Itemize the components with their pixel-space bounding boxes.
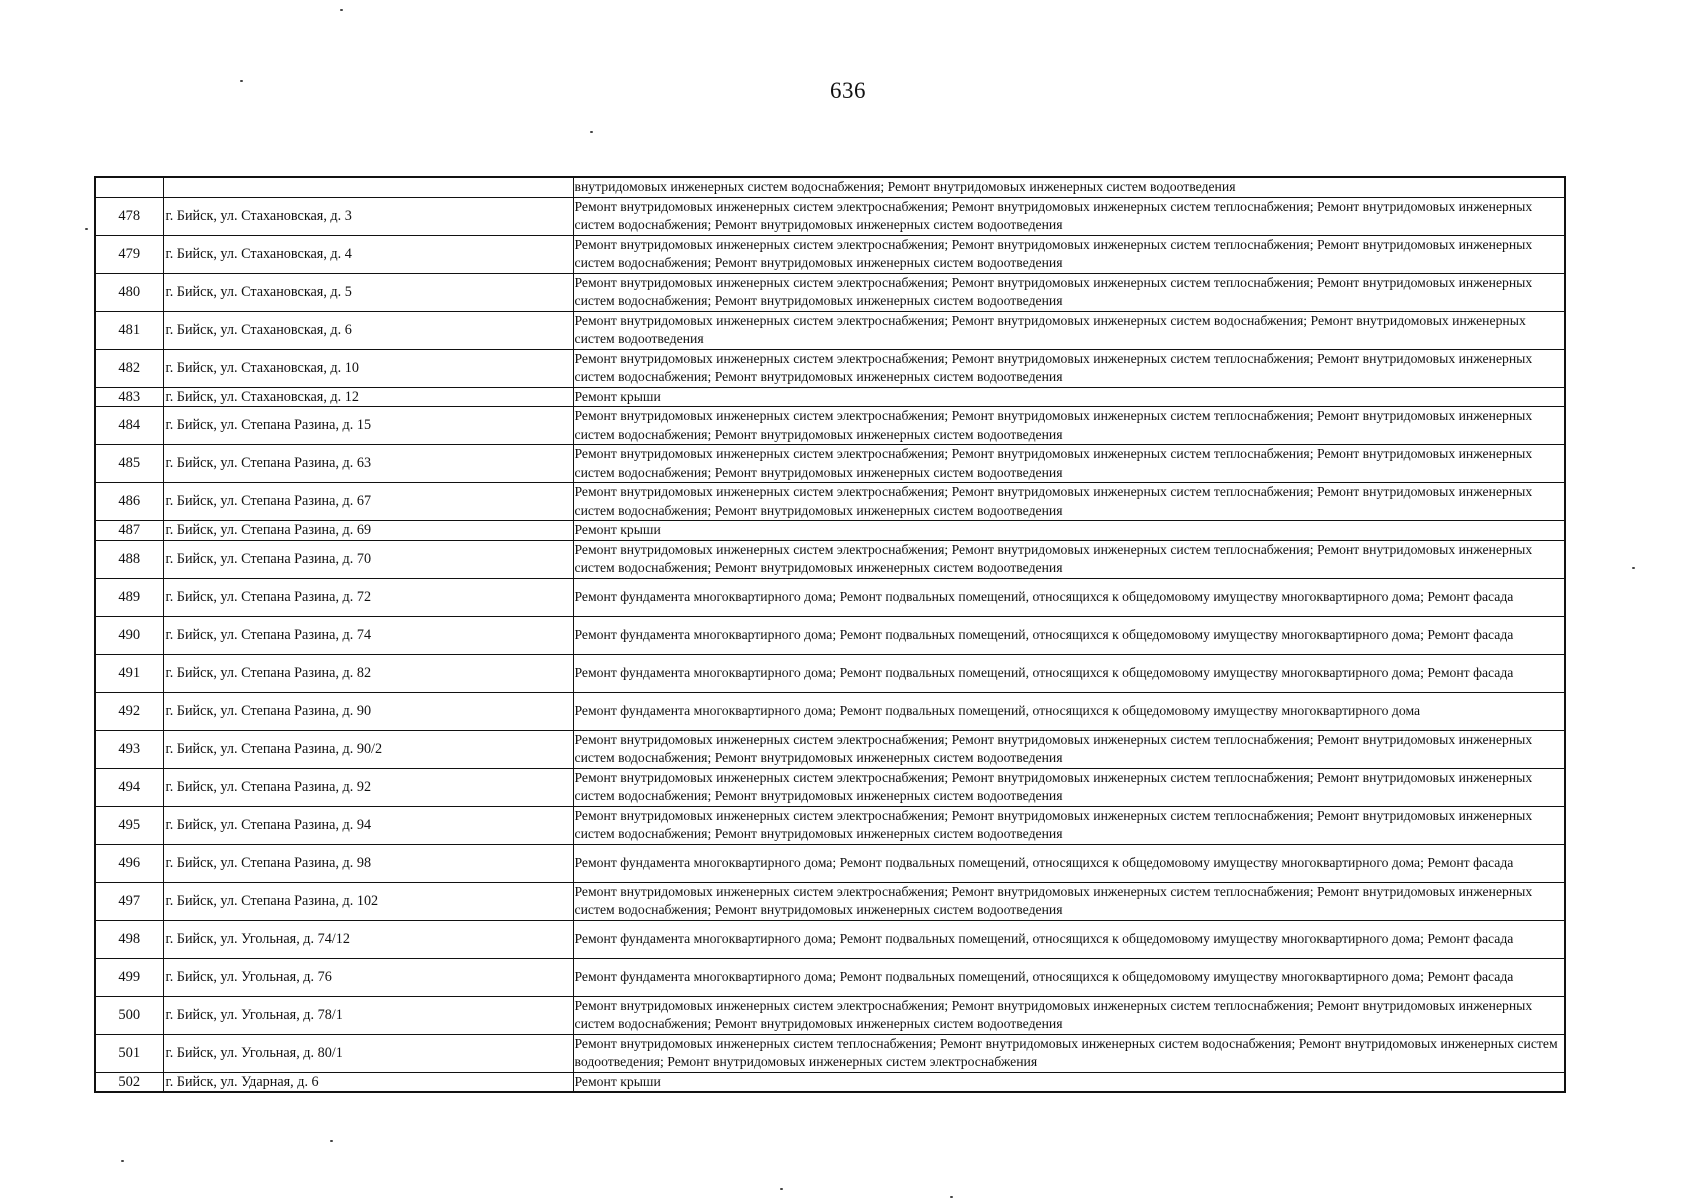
address-cell: г. Бийск, ул. Степана Разина, д. 90/2 (163, 730, 573, 768)
row-number-cell: 494 (95, 768, 163, 806)
address-cell: г. Бийск, ул. Степана Разина, д. 67 (163, 483, 573, 521)
row-number-cell: 491 (95, 654, 163, 692)
table-row (95, 197, 1565, 235)
repair-works-cell: Ремонт внутридомовых инженерных систем электроснабжения; Ремонт внутридомовых инженерных систем теплоснабжения; Ремонт внутридомовых инженерных систем водоснабжения; Ремонт внутридомовых инженерных систем водоотведения (573, 483, 1565, 521)
row-number-cell: 486 (95, 483, 163, 521)
repair-works-cell: Ремонт внутридомовых инженерных систем электроснабжения; Ремонт внутридомовых инженерных систем теплоснабжения; Ремонт внутридомовых инженерных систем водоснабжения; Ремонт внутридомовых инженерных систем водоотведения (573, 806, 1565, 844)
page-number: 636 (830, 78, 866, 103)
row-number-cell: 499 (95, 958, 163, 996)
scan-speck (240, 80, 243, 82)
row-number-cell: 500 (95, 996, 163, 1034)
table-row (95, 996, 1565, 1034)
repair-works-cell: Ремонт внутридомовых инженерных систем электроснабжения; Ремонт внутридомовых инженерных систем теплоснабжения; Ремонт внутридомовых инженерных систем водоснабжения; Ремонт внутридомовых инженерных систем водоотведения (573, 273, 1565, 311)
repair-works-cell: Ремонт внутридомовых инженерных систем электроснабжения; Ремонт внутридомовых инженерных систем теплоснабжения; Ремонт внутридомовых инженерных систем водоснабжения; Ремонт внутридомовых инженерных систем водоотведения (573, 540, 1565, 578)
table-row (95, 768, 1565, 806)
repair-works-cell: внутридомовых инженерных систем водоснабжения; Ремонт внутридомовых инженерных систем водоотведения (573, 177, 1565, 197)
repair-works-cell: Ремонт внутридомовых инженерных систем электроснабжения; Ремонт внутридомовых инженерных систем теплоснабжения; Ремонт внутридомовых инженерных систем водоснабжения; Ремонт внутридомовых инженерных систем водоотведения (573, 768, 1565, 806)
scan-speck (330, 1140, 333, 1142)
row-number-cell: 483 (95, 387, 163, 407)
repair-works-cell: Ремонт фундамента многоквартирного дома; Ремонт подвальных помещений, относящихся к общедомовому имуществу многоквартирного дома; Ремонт фасада (573, 578, 1565, 616)
row-number-cell: 490 (95, 616, 163, 654)
table-row (95, 1072, 1565, 1092)
address-cell: г. Бийск, ул. Ударная, д. 6 (163, 1072, 573, 1092)
scan-speck (121, 1160, 124, 1162)
table-row (95, 311, 1565, 349)
row-number-cell: 497 (95, 882, 163, 920)
repair-works-cell: Ремонт внутридомовых инженерных систем электроснабжения; Ремонт внутридомовых инженерных систем теплоснабжения; Ремонт внутридомовых инженерных систем водоснабжения; Ремонт внутридомовых инженерных систем водоотведения (573, 349, 1565, 387)
table-row (95, 1034, 1565, 1072)
table-body (95, 177, 1565, 1092)
table-row (95, 578, 1565, 616)
repair-works-cell: Ремонт фундамента многоквартирного дома; Ремонт подвальных помещений, относящихся к общедомовому имуществу многоквартирного дома; Ремонт фасада (573, 616, 1565, 654)
repair-works-cell: Ремонт внутридомовых инженерных систем электроснабжения; Ремонт внутридомовых инженерных систем теплоснабжения; Ремонт внутридомовых инженерных систем водоснабжения; Ремонт внутридомовых инженерных систем водоотведения (573, 996, 1565, 1034)
row-number-cell: 496 (95, 844, 163, 882)
table-row (95, 920, 1565, 958)
row-number-cell: 492 (95, 692, 163, 730)
table-row (95, 882, 1565, 920)
repair-schedule-table (94, 176, 1566, 1093)
address-cell: г. Бийск, ул. Степана Разина, д. 70 (163, 540, 573, 578)
address-cell: г. Бийск, ул. Угольная, д. 80/1 (163, 1034, 573, 1072)
address-cell (163, 177, 573, 197)
row-number-cell: 482 (95, 349, 163, 387)
table-row (95, 806, 1565, 844)
scan-speck (340, 9, 343, 11)
table-row (95, 483, 1565, 521)
table-row (95, 616, 1565, 654)
repair-works-cell: Ремонт внутридомовых инженерных систем электроснабжения; Ремонт внутридомовых инженерных систем теплоснабжения; Ремонт внутридомовых инженерных систем водоснабжения; Ремонт внутридомовых инженерных систем водоотведения (573, 882, 1565, 920)
address-cell: г. Бийск, ул. Степана Разина, д. 74 (163, 616, 573, 654)
scan-speck (590, 131, 593, 133)
address-cell: г. Бийск, ул. Стахановская, д. 12 (163, 387, 573, 407)
address-cell: г. Бийск, ул. Стахановская, д. 5 (163, 273, 573, 311)
repair-works-cell: Ремонт внутридомовых инженерных систем электроснабжения; Ремонт внутридомовых инженерных систем теплоснабжения; Ремонт внутридомовых инженерных систем водоснабжения; Ремонт внутридомовых инженерных систем водоотведения (573, 235, 1565, 273)
repair-works-cell: Ремонт фундамента многоквартирного дома; Ремонт подвальных помещений, относящихся к общедомовому имуществу многоквартирного дома; Ремонт фасада (573, 844, 1565, 882)
table-row (95, 521, 1565, 541)
repair-works-cell: Ремонт крыши (573, 387, 1565, 407)
address-cell: г. Бийск, ул. Степана Разина, д. 69 (163, 521, 573, 541)
row-number-cell: 501 (95, 1034, 163, 1072)
table-row (95, 387, 1565, 407)
table-row (95, 177, 1565, 197)
table-row (95, 407, 1565, 445)
address-cell: г. Бийск, ул. Степана Разина, д. 82 (163, 654, 573, 692)
table-row (95, 692, 1565, 730)
row-number-cell: 488 (95, 540, 163, 578)
table-row (95, 235, 1565, 273)
repair-works-cell: Ремонт внутридомовых инженерных систем электроснабжения; Ремонт внутридомовых инженерных систем теплоснабжения; Ремонт внутридомовых инженерных систем водоснабжения; Ремонт внутридомовых инженерных систем водоотведения (573, 445, 1565, 483)
scan-speck (85, 228, 88, 230)
repair-works-cell: Ремонт крыши (573, 1072, 1565, 1092)
row-number-cell: 485 (95, 445, 163, 483)
address-cell: г. Бийск, ул. Степана Разина, д. 15 (163, 407, 573, 445)
row-number-cell: 479 (95, 235, 163, 273)
scan-speck (950, 1196, 953, 1198)
repair-works-cell: Ремонт крыши (573, 521, 1565, 541)
row-number-cell: 481 (95, 311, 163, 349)
repair-works-cell: Ремонт внутридомовых инженерных систем электроснабжения; Ремонт внутридомовых инженерных систем водоснабжения; Ремонт внутридомовых инженерных систем водоотведения (573, 311, 1565, 349)
address-cell: г. Бийск, ул. Степана Разина, д. 72 (163, 578, 573, 616)
row-number-cell: 493 (95, 730, 163, 768)
table-row (95, 273, 1565, 311)
scan-speck (1632, 567, 1635, 569)
row-number-cell (95, 177, 163, 197)
table-row (95, 445, 1565, 483)
row-number-cell: 484 (95, 407, 163, 445)
repair-works-cell: Ремонт внутридомовых инженерных систем теплоснабжения; Ремонт внутридомовых инженерных систем водоснабжения; Ремонт внутридомовых инженерных систем водоотведения; Ремонт внутридомовых инженерных систем электроснабжения (573, 1034, 1565, 1072)
repair-works-cell: Ремонт внутридомовых инженерных систем электроснабжения; Ремонт внутридомовых инженерных систем теплоснабжения; Ремонт внутридомовых инженерных систем водоснабжения; Ремонт внутридомовых инженерных систем водоотведения (573, 197, 1565, 235)
repair-works-cell: Ремонт фундамента многоквартирного дома; Ремонт подвальных помещений, относящихся к общедомовому имуществу многоквартирного дома; Ремонт фасада (573, 920, 1565, 958)
repair-works-cell: Ремонт фундамента многоквартирного дома; Ремонт подвальных помещений, относящихся к общедомовому имуществу многоквартирного дома (573, 692, 1565, 730)
repair-works-cell: Ремонт фундамента многоквартирного дома; Ремонт подвальных помещений, относящихся к общедомовому имуществу многоквартирного дома; Ремонт фасада (573, 958, 1565, 996)
address-cell: г. Бийск, ул. Степана Разина, д. 92 (163, 768, 573, 806)
address-cell: г. Бийск, ул. Стахановская, д. 3 (163, 197, 573, 235)
row-number-cell: 487 (95, 521, 163, 541)
table-row (95, 958, 1565, 996)
table-row (95, 540, 1565, 578)
address-cell: г. Бийск, ул. Угольная, д. 74/12 (163, 920, 573, 958)
address-cell: г. Бийск, ул. Степана Разина, д. 94 (163, 806, 573, 844)
table-row (95, 730, 1565, 768)
row-number-cell: 489 (95, 578, 163, 616)
row-number-cell: 480 (95, 273, 163, 311)
table-row (95, 844, 1565, 882)
address-cell: г. Бийск, ул. Степана Разина, д. 98 (163, 844, 573, 882)
address-cell: г. Бийск, ул. Степана Разина, д. 102 (163, 882, 573, 920)
repair-works-cell: Ремонт внутридомовых инженерных систем электроснабжения; Ремонт внутридомовых инженерных систем теплоснабжения; Ремонт внутридомовых инженерных систем водоснабжения; Ремонт внутридомовых инженерных систем водоотведения (573, 730, 1565, 768)
row-number-cell: 498 (95, 920, 163, 958)
table-row (95, 349, 1565, 387)
row-number-cell: 502 (95, 1072, 163, 1092)
row-number-cell: 495 (95, 806, 163, 844)
address-cell: г. Бийск, ул. Стахановская, д. 6 (163, 311, 573, 349)
table-row (95, 654, 1565, 692)
repair-works-cell: Ремонт фундамента многоквартирного дома; Ремонт подвальных помещений, относящихся к общедомовому имуществу многоквартирного дома; Ремонт фасада (573, 654, 1565, 692)
address-cell: г. Бийск, ул. Степана Разина, д. 63 (163, 445, 573, 483)
row-number-cell: 478 (95, 197, 163, 235)
address-cell: г. Бийск, ул. Стахановская, д. 4 (163, 235, 573, 273)
address-cell: г. Бийск, ул. Степана Разина, д. 90 (163, 692, 573, 730)
repair-works-cell: Ремонт внутридомовых инженерных систем электроснабжения; Ремонт внутридомовых инженерных систем теплоснабжения; Ремонт внутридомовых инженерных систем водоснабжения; Ремонт внутридомовых инженерных систем водоотведения (573, 407, 1565, 445)
scan-speck (780, 1188, 783, 1190)
address-cell: г. Бийск, ул. Угольная, д. 76 (163, 958, 573, 996)
address-cell: г. Бийск, ул. Угольная, д. 78/1 (163, 996, 573, 1034)
address-cell: г. Бийск, ул. Стахановская, д. 10 (163, 349, 573, 387)
